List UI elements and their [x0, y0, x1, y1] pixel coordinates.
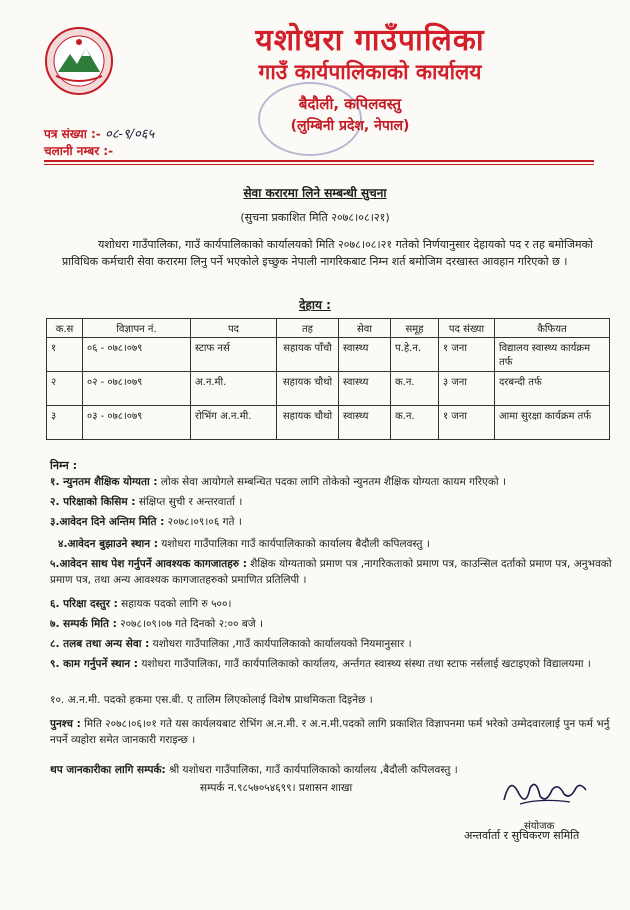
cell-serial: २ — [47, 372, 83, 406]
col-header: समूह — [391, 319, 439, 338]
cell-post: स्टाफ नर्स — [191, 338, 277, 372]
col-header: पद — [191, 319, 277, 338]
postscript: पुनश्च : मिति २०७८।०६।०१ गते यस कार्यलयबाट रोभिंग अ.न.मी. र अ.न.मी.पदको लागि प्रकाशित विज्ञापनमा फर्म भरेको उम्मेदवारलाई पुन फर्म भर्नु नपर्ने व्यहोरा समेत जानकारी गराइन्छ । — [50, 718, 610, 746]
cell-remarks: दरबन्दी तर्फ — [495, 372, 610, 406]
address-line2: (लुम्बिनी प्रदेश, नेपाल) — [290, 118, 410, 134]
cell-ad-number: ०३ - ०७८।०७९ — [83, 406, 191, 440]
cell-count: ३ जना — [439, 372, 495, 406]
cell-post: अ.न.मी. — [191, 372, 277, 406]
address-line1: बैदौली, कपिलवस्तु — [298, 95, 402, 113]
org-name: यशोधरा गाउँपालिका — [255, 23, 485, 58]
chalani-label: चलानी नम्बर :- — [44, 144, 114, 158]
ref-value: ०८-९/०६५ — [104, 127, 155, 142]
handwritten-signature — [500, 770, 590, 810]
table-row — [47, 338, 610, 372]
cell-serial: ३ — [47, 406, 83, 440]
cell-service: स्वास्थ्य — [339, 406, 391, 440]
publish-date: (सुचना प्रकाशित मिति २०७८।०८।२१) — [240, 211, 390, 224]
nepal-emblem-logo — [44, 26, 114, 96]
positions-table — [46, 318, 610, 440]
col-header: क.स — [47, 319, 83, 338]
condition-item: ६. परिक्षा दस्तुर : सहायक पदको लागि रु ५००। — [50, 598, 232, 610]
cell-service: स्वास्थ्य — [339, 372, 391, 406]
ref-number — [44, 124, 154, 142]
table-row — [47, 372, 610, 406]
col-header: सेवा — [339, 319, 391, 338]
cell-level: सहायक चौथो — [277, 406, 339, 440]
condition-item: १०. अ.न.मी. पदको हकमा एस.बी. ए तालिम लिएकोलाई विशेष प्राथमिकता दिइनेछ । — [50, 694, 373, 706]
condition-item: ३.आवेदन दिने अन्तिम मिति : २०७८।०९।०६ गते । — [50, 516, 242, 528]
conditions-heading: निम्न : — [50, 459, 77, 472]
cell-remarks: आमा सुरक्षा कार्यक्रम तर्फ — [495, 406, 610, 440]
condition-item: २. परिक्षाको किसिम : संक्षिप्त सुची र अन्तरवार्ता । — [50, 496, 243, 508]
header-divider-thin — [44, 164, 594, 165]
condition-item: ४.आवेदन बुझाउने स्थान : यशोधरा गाउँपालिका गाउँ कार्यपालिकाको कार्यालय बैदौली कपिलवस्तु । — [58, 538, 430, 550]
header-divider — [44, 160, 594, 162]
cell-post: रोभिंग अ.न.मी. — [191, 406, 277, 440]
intro-paragraph: यशोधरा गाउँपालिका, गाउँ कार्यपालिकाको कार्यालयको मिति २०७८।०८।२१ गतेको निर्णयानुसार देहायको पद र तह बमोजिमको प्राविधिक कर्मचारी सेवा करारमा लिनु पर्ने भएकोले इच्छुक नेपाली नागरिकबाट निम्न शर्त बमोजिम दरखास्त आवहान गरिएको छ । — [62, 238, 593, 268]
col-header: पद संख्या — [439, 319, 495, 338]
notice-title: सेवा करारमा लिने सम्बन्धी सुचना — [243, 186, 387, 200]
cell-level: सहायक चौथो — [277, 372, 339, 406]
ref-label: पत्र संख्या :- — [44, 127, 101, 141]
office-name: गाउँ कार्यपालिकाको कार्यालय — [258, 60, 482, 84]
cell-service: स्वास्थ्य — [339, 338, 391, 372]
cell-serial: १ — [47, 338, 83, 372]
committee-name: अन्तर्वार्ता र सुचिकरण समिति — [464, 829, 580, 842]
cell-remarks: विद्यालय स्वास्थ्य कार्यक्रम तर्फ — [495, 338, 610, 372]
cell-level: सहायक पाँचौ — [277, 338, 339, 372]
cell-group: क.न. — [391, 406, 439, 440]
cell-group: प.हे.न. — [391, 338, 439, 372]
cell-count: १ जना — [439, 338, 495, 372]
cell-count: १ जना — [439, 406, 495, 440]
cell-ad-number: ०२ - ०७८।०७९ — [83, 372, 191, 406]
condition-item: ७. सम्पर्क मिति : २०७८।०९।०७ गते दिनको २:०० बजे । — [50, 618, 263, 630]
condition-item: ८. तलब तथा अन्य सेवा : यशोधरा गाउँपालिका ,गाउँ कार्यपालिकाको कार्यालयको नियमानुसार । — [50, 638, 412, 650]
cell-group: क.न. — [391, 372, 439, 406]
col-header: विज्ञापन नं. — [83, 319, 191, 338]
signer-role: संयोजक — [524, 821, 555, 832]
table-row — [47, 406, 610, 440]
table-header-row — [47, 319, 610, 338]
cell-ad-number: ०६ - ०७८।०७९ — [83, 338, 191, 372]
condition-item: ५.आवेदन साथ पेश गर्नुपर्ने आवश्यक कागजातहरु : शैक्षिक योग्यताको प्रमाण पत्र ,नागरिकताको प्रमाण पत्र, काउन्सिल दर्ताको प्रमाण पत्र, अनुभवको प्रमाण पत्र, तथा अन्य आवश्यक कागजातहरुको प्रमाणित प्रतिलिपी । — [50, 558, 612, 586]
condition-item: १. न्युनतम शैक्षिक योग्यता : लोक सेवा आयोगले सम्बन्धित पदका लागि तोकेको न्युनतम शैक्षिक योग्यता कायम गरिएको । — [50, 476, 506, 488]
condition-item: ९. काम गर्नुपर्ने स्थान : यशोधरा गाउँपालिका, गाउँ कार्यपालिकाको कार्यालय, अर्न्तगत स्वास्थ्य संस्था तथा स्टाफ नर्सलाई खटाइएको विद्यालयमा । — [50, 658, 591, 670]
contact-phone: सम्पर्क न.९८५७०५४६९९। प्रशासन शाखा — [200, 782, 353, 794]
table-heading: देहाय : — [299, 298, 331, 312]
col-header: कैफियत — [495, 319, 610, 338]
contact-info: थप जानकारीका लागि सम्पर्क: श्री यशोधरा गाउँपालिका, गाउँ कार्यपालिकाको कार्यालय ,बैदौली कपिलवस्तु । — [50, 764, 458, 776]
col-header: तह — [277, 319, 339, 338]
